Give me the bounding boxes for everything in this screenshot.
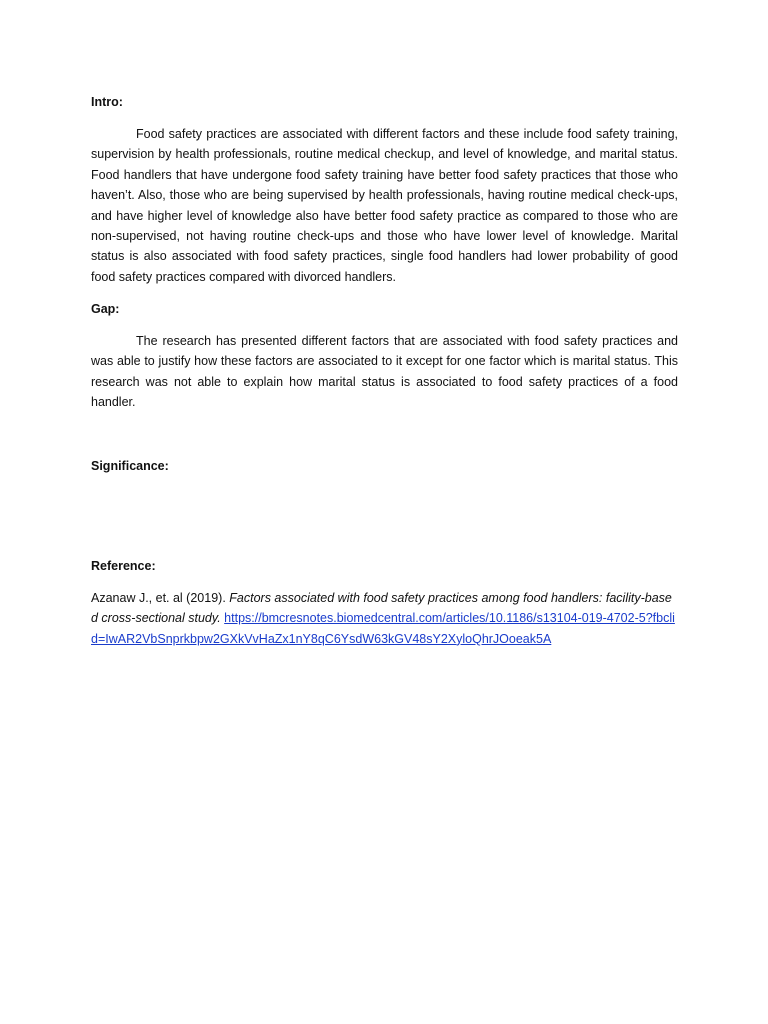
reference-link[interactable]: https://bmcresnotes.biomedcentral.com/articles/10.1186/s13104-019-4702-5?fbclid=IwAR2VbSnprkbpw2GXkVvHaZx1nY8qC6YsdW63kGV48sY2XyloQhrJOoeak5A	[91, 611, 675, 646]
reference-entry	[91, 588, 678, 649]
gap-paragraph: The research has presented different factors that are associated with food safety practices and was able to justify how these factors are associated to it except for one factor which is marital status. This research was not able to explain how marital status is associated to food safety practices of a food handler.	[91, 334, 678, 410]
intro-paragraph: Food safety practices are associated with different factors and these include food safety training, supervision by health professionals, routine medical checkup, and level of knowledge, and marital status. Food handlers that have undergone food safety training have better food safety practices that those who haven’t. Also, those who are being supervised by health professionals, having routine medical check-ups, and have higher level of knowledge also have better food safety practice as compared to those who are non-supervised, not having routine check-ups and those who have lower level of knowledge. Marital status is also associated with food safety practices, single food handlers had lower probability of good food safety practices compared with divorced handlers.	[91, 127, 678, 284]
reference-authors: Azanaw J., et. al (2019).	[91, 591, 226, 605]
intro-heading: Intro:	[91, 95, 123, 109]
gap-heading: Gap:	[91, 302, 120, 316]
reference-title: Factors associated with food safety practices among food handlers: facility-based cross-sectional study.	[91, 591, 672, 626]
reference-heading: Reference:	[91, 559, 156, 573]
significance-heading: Significance:	[91, 459, 169, 473]
